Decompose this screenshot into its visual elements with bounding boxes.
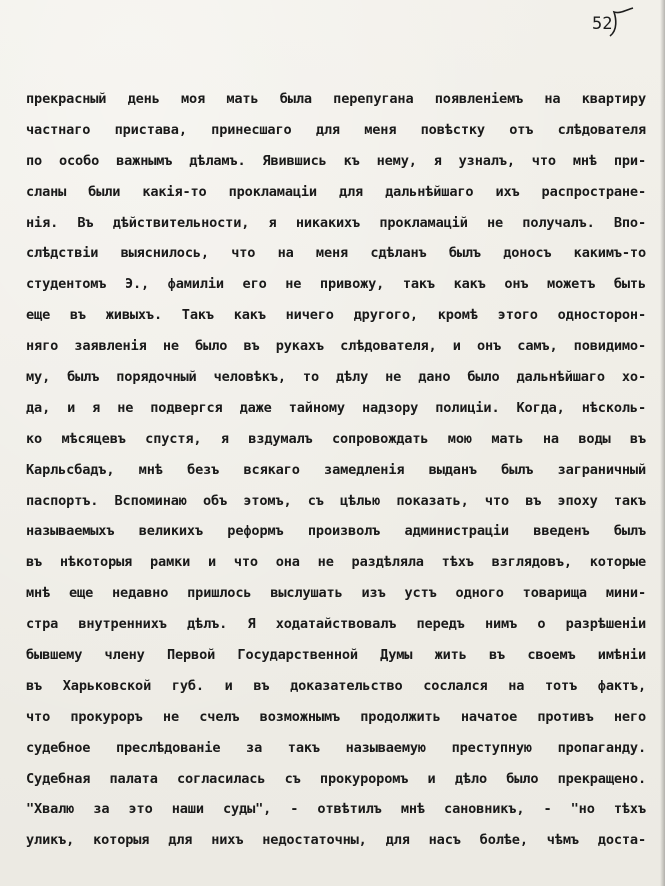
text-line: что прокуроръ не счелъ возможнымъ продолжить начатое противъ него bbox=[26, 708, 646, 725]
text-line: сланы были какія-то прокламаціи для дальнѣйшаго ихъ распростране- bbox=[26, 183, 646, 200]
text-line: мнѣ еще недавно пришлось выслушать изъ устъ одного товарища мини- bbox=[26, 585, 646, 602]
text-line: уликъ, которыя для нихъ недостаточны, для насъ болѣе, чѣмъ доста- bbox=[26, 832, 646, 849]
typed-text-body bbox=[26, 84, 646, 856]
text-line: му, былъ порядочный человѣкъ, то дѣлу не дано было дальнѣйшаго хо- bbox=[26, 369, 646, 386]
text-line: еще въ живыхъ. Такъ какъ ничего другого, кромѣ этого односторон- bbox=[26, 307, 646, 324]
text-line: прекрасный день моя мать была перепугана появленіемъ на квартиру bbox=[26, 91, 646, 107]
text-line: частнаго пристава, принесшаго для меня повѣстку отъ слѣдователя bbox=[26, 121, 646, 138]
text-line: бывшему члену Первой Государственной Думы жить въ своемъ имѣніи bbox=[26, 647, 646, 664]
text-line: няго заявленія не было въ рукахъ слѣдователя, и онъ самъ, повидимо- bbox=[26, 338, 646, 355]
text-line: слѣдствіи выяснилось, что на меня сдѣланъ былъ доносъ какимъ-то bbox=[26, 245, 646, 262]
text-line: нія. Въ дѣйствительности, я никакихъ прокламацій не получалъ. Впо- bbox=[26, 214, 646, 231]
page-edge-shadow bbox=[660, 0, 665, 886]
text-line: студентомъ Э., фамиліи его не привожу, такъ какъ онъ можетъ быть bbox=[26, 276, 646, 293]
text-line: "Хвалю за это наши суды", - отвѣтилъ мнѣ сановникъ, - "но тѣхъ bbox=[26, 801, 646, 818]
text-line: да, и я не подвергся даже тайному надзору полиціи. Когда, нѣсколь- bbox=[26, 399, 646, 416]
text-line: ко мѣсяцевъ спустя, я вздумалъ сопровождать мою мать на воды въ bbox=[26, 430, 646, 447]
page-number: 52 bbox=[592, 14, 613, 34]
text-line: Карльсбадъ, мнѣ безъ всякаго замедленія выданъ былъ заграничный bbox=[26, 461, 646, 478]
text-line: по особо важнымъ дѣламъ. Явившись къ нему, я узналъ, что мнѣ при- bbox=[26, 152, 646, 169]
text-line: судебное преслѣдованіе за такъ называемую преступную пропаганду. bbox=[26, 739, 646, 756]
page-number-flourish-mark bbox=[606, 6, 636, 40]
text-line: Судебная палата согласилась съ прокуроромъ и дѣло было прекращено. bbox=[26, 770, 646, 787]
text-line: въ Харьковской губ. и въ доказательство сослался на тотъ фактъ, bbox=[26, 677, 646, 694]
text-line: называемыхъ великихъ реформъ произволъ администраціи введенъ былъ bbox=[26, 523, 646, 540]
text-line: стра внутреннихъ дѣлъ. Я ходатайствовалъ передъ нимъ о разрѣшеніи bbox=[26, 616, 646, 633]
text-line: въ нѣкоторыя рамки и что она не раздѣляла тѣхъ взглядовъ, которые bbox=[26, 554, 646, 571]
text-line: паспортъ. Вспоминаю объ этомъ, съ цѣлью показать, что въ эпоху такъ bbox=[26, 492, 646, 509]
